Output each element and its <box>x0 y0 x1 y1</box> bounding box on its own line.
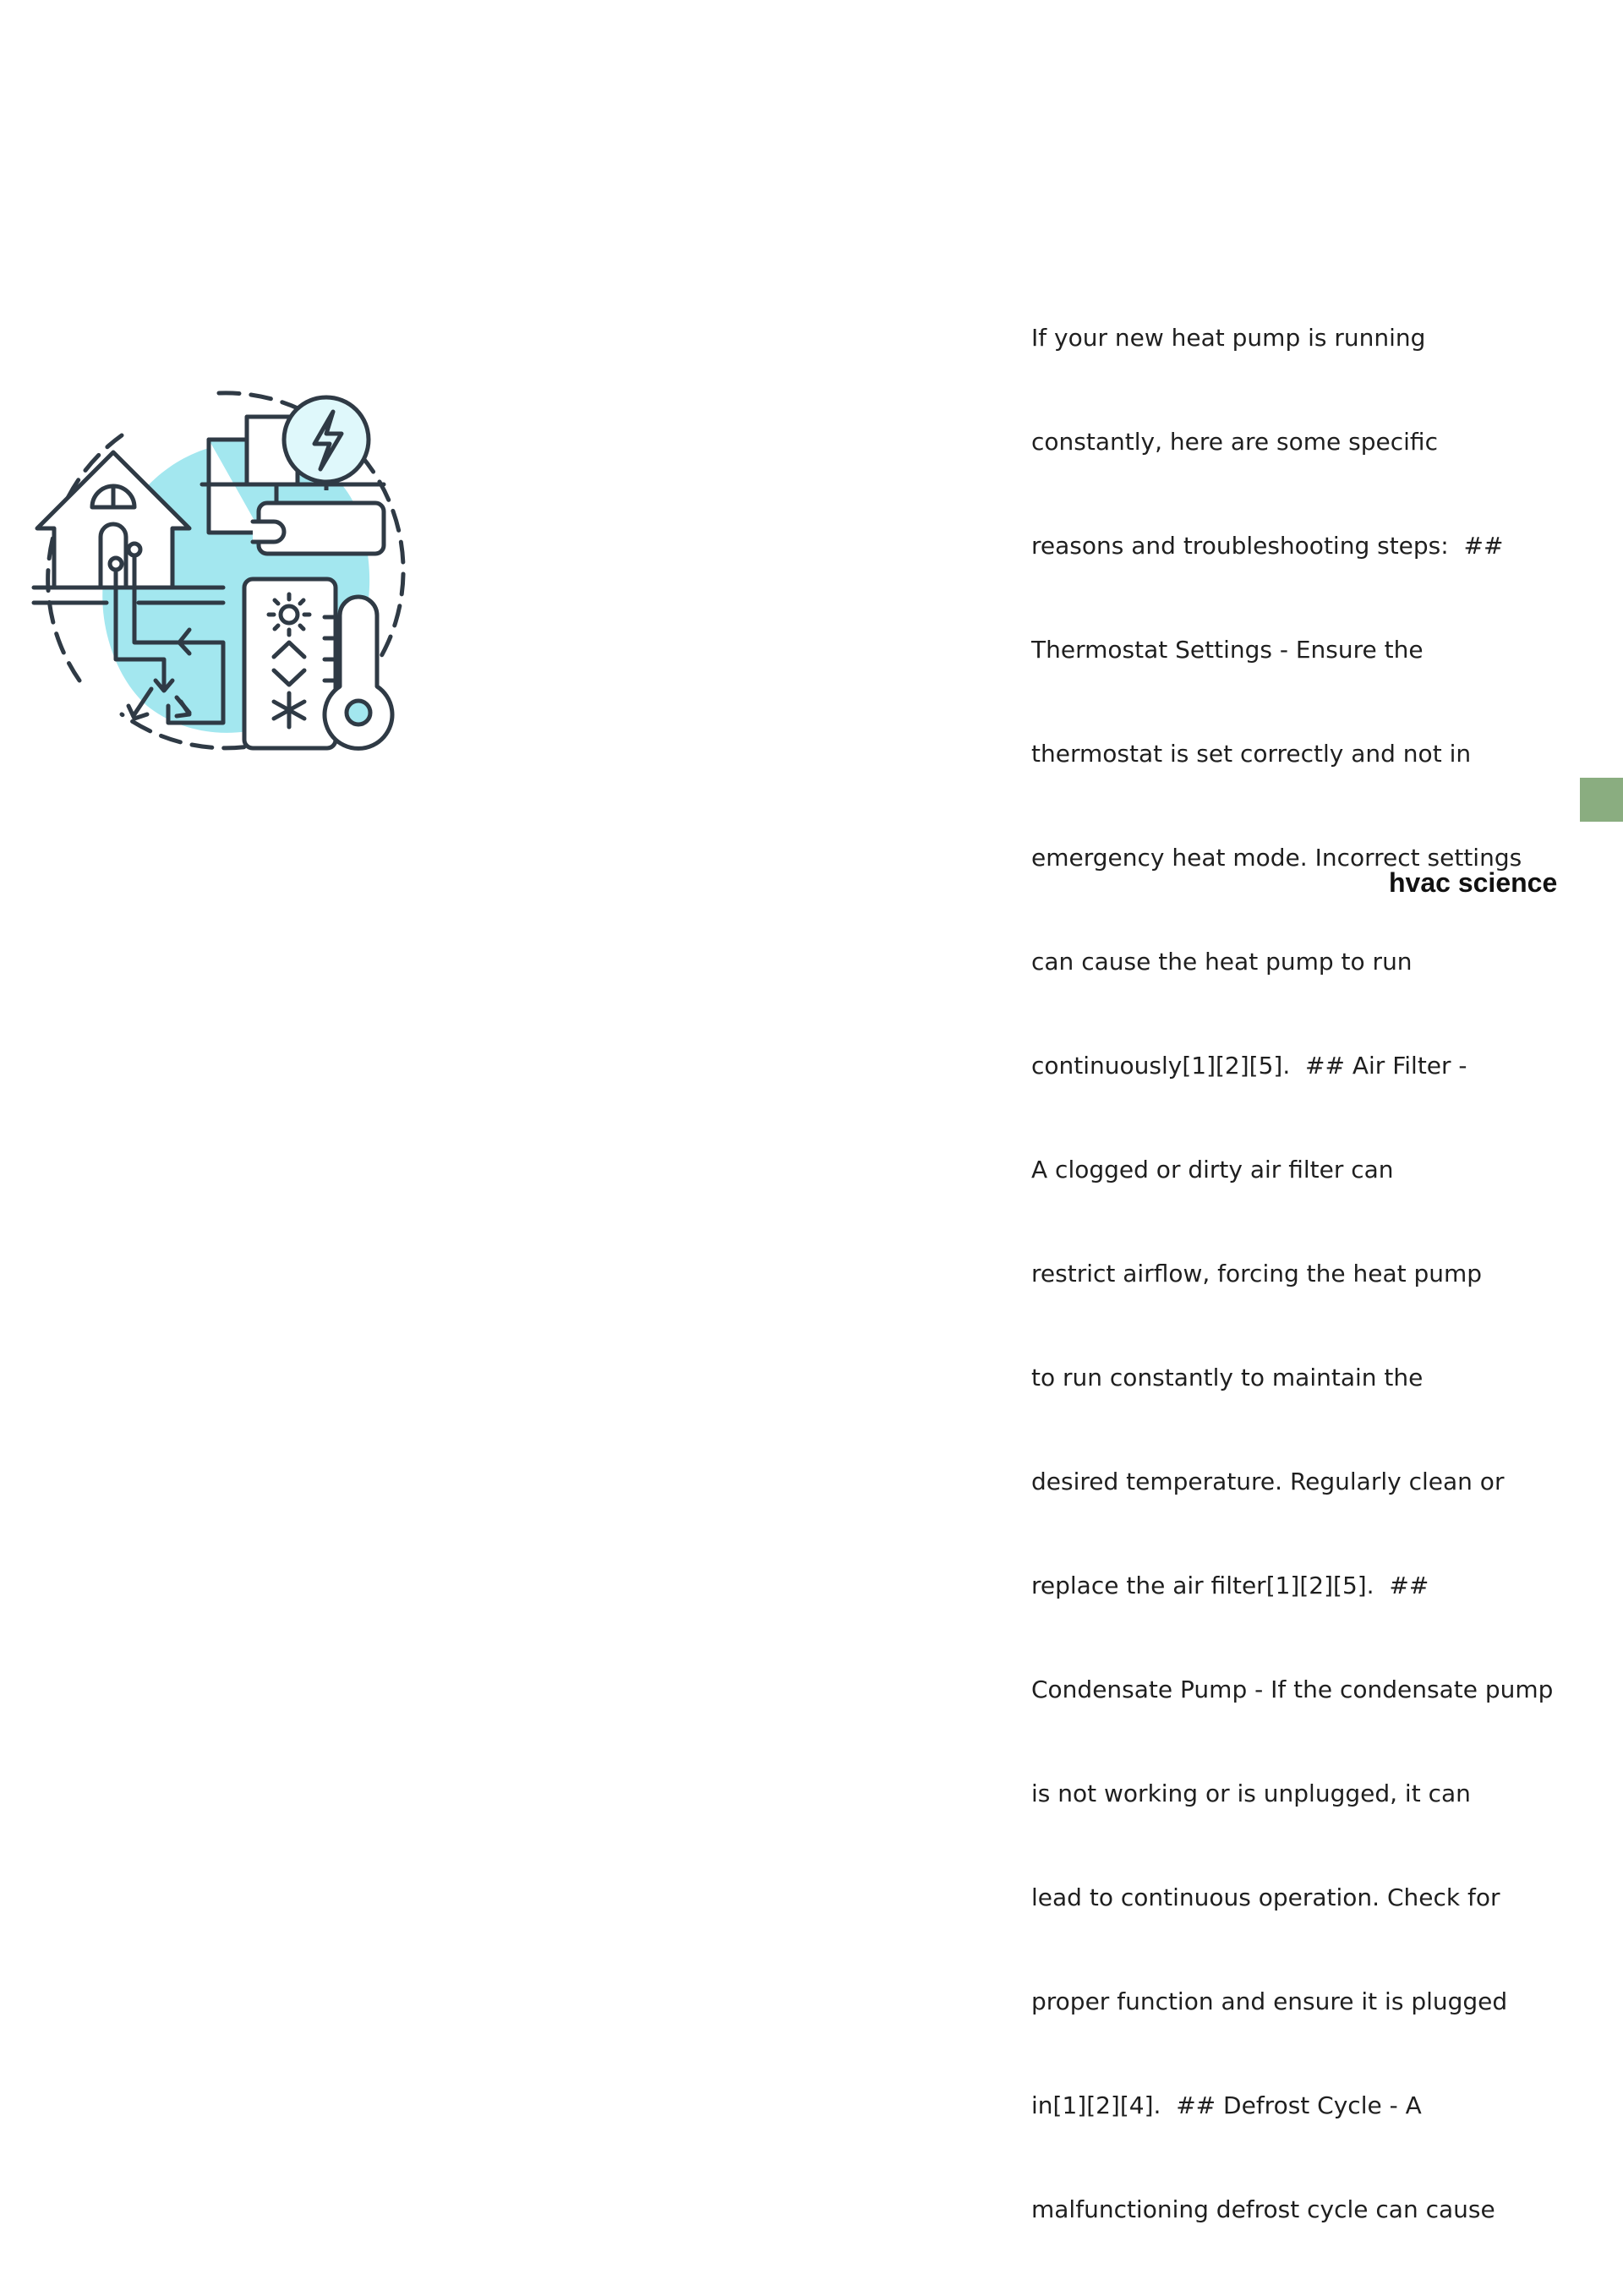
article-line: in[1][2][4]. ## Defrost Cycle - A <box>1031 2091 1422 2119</box>
smart-home-heating-icon <box>29 385 426 769</box>
article-line: replace the air filter[1][2][5]. ## <box>1031 1572 1429 1599</box>
article-line: to run constantly to maintain the <box>1031 1364 1424 1391</box>
article-line: thermostat is set correctly and not in <box>1031 740 1472 768</box>
article-line: emergency heat mode. Incorrect settings <box>1031 844 1522 872</box>
article-line: proper function and ensure it is plugged <box>1031 1987 1508 2015</box>
article-line: can cause the heat pump to run <box>1031 948 1413 976</box>
article-line: lead to continuous operation. Check for <box>1031 1883 1500 1911</box>
article-line: desired temperature. Regularly clean or <box>1031 1468 1505 1495</box>
thermostat-panel-icon <box>244 579 336 748</box>
article-line: reasons and troubleshooting steps: ## <box>1031 532 1504 560</box>
article-line: constantly, here are some specific <box>1031 428 1438 456</box>
accent-tab <box>1580 778 1623 822</box>
article-line: continuously[1][2][5]. ## Air Filter - <box>1031 1052 1467 1080</box>
article-line: malfunctioning defrost cycle can cause <box>1031 2195 1495 2223</box>
article-line: Condensate Pump - If the condensate pump <box>1031 1676 1554 1703</box>
article-line: restrict airflow, forcing the heat pump <box>1031 1260 1483 1287</box>
article-line: If your new heat pump is running <box>1031 324 1426 352</box>
article-line: is not working or is unplugged, it can <box>1031 1779 1471 1807</box>
article-line: Thermostat Settings - Ensure the <box>1031 636 1424 664</box>
article-line: A clogged or dirty air filter can <box>1031 1156 1394 1184</box>
site-watermark: hvac science <box>1389 867 1558 898</box>
article-text <box>1031 251 1589 2296</box>
